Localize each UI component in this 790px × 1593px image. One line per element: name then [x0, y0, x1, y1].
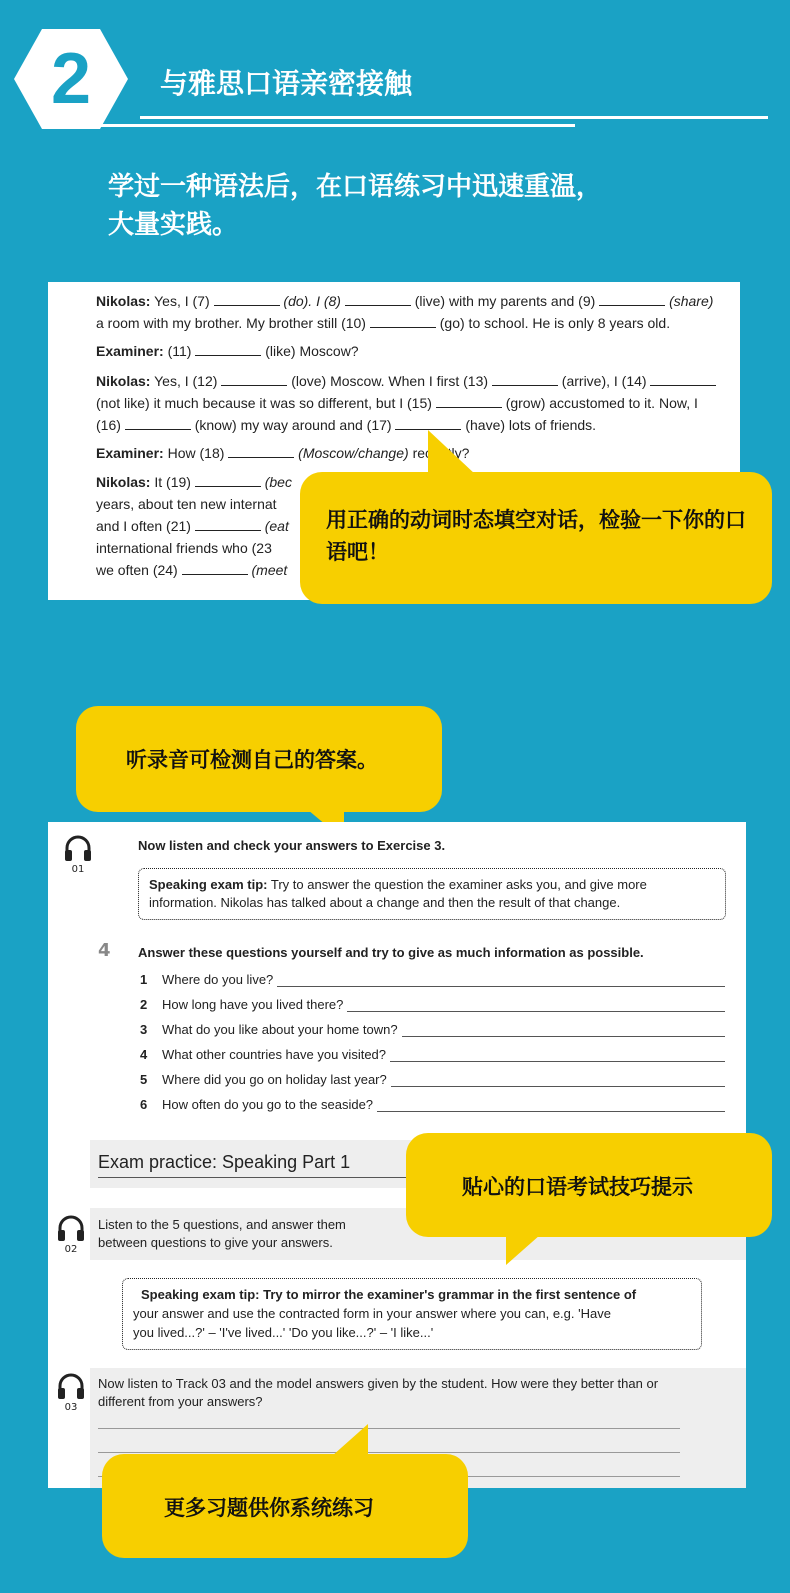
intro-text: 学过一种语法后，在口语练习中迅速重温， 大量实践。: [108, 172, 603, 240]
question-row: 5 Where did you go on holiday last year?: [140, 1072, 725, 1092]
section-number: 2: [50, 39, 92, 119]
exercise-number: 4: [98, 940, 111, 961]
answer-line: [98, 1428, 680, 1429]
track-number: 02: [64, 1244, 78, 1255]
dialogue-line: (not like) it much because it was so different, but I (15) (grow) accustomed to it. Now, I: [96, 395, 698, 411]
dialogue-line: and I often (21) (eat: [96, 518, 289, 534]
callout-listen-check: 听录音可检测自己的答案。: [76, 706, 442, 812]
listen-instruction: Now listen and check your answers to Exercise 3.: [138, 838, 446, 853]
divider-line: [140, 116, 768, 119]
callout-fill-in-dialogue: 用正确的动词时态填空对话，检验一下你的口语吧！: [300, 472, 772, 604]
callout-exam-tip: 贴心的口语考试技巧提示: [406, 1133, 772, 1237]
question-row: 1 Where do you live?: [140, 972, 725, 992]
exam-instruction-box: Listen to the 5 questions, and answer them between questions to give your answers.: [90, 1208, 746, 1260]
callout-more-exercises: 更多习题供你系统练习: [102, 1454, 468, 1558]
question-row: 6 How often do you go to the seaside?: [140, 1097, 725, 1117]
bubble-tail: [332, 1424, 368, 1456]
track-number: 01: [71, 864, 85, 875]
question-row: 3 What do you like about your home town?: [140, 1022, 725, 1042]
dialogue-line: Examiner: (11) (like) Moscow?: [96, 343, 359, 359]
exercise-instruction: Answer these questions yourself and try to give as much information as possible.: [138, 945, 644, 960]
answer-line: [98, 1452, 680, 1453]
dialogue-line: Examiner: How (18) (Moscow/change) recently?: [96, 445, 470, 461]
dialogue-line: international friends who (23: [96, 540, 272, 556]
track-number: 03: [64, 1402, 78, 1413]
dialogue-line: a room with my brother. My brother still (10) (go) to school. He is only 8 years old.: [96, 315, 671, 331]
question-row: 4 What other countries have you visited?: [140, 1047, 725, 1067]
question-row: 2 How long have you lived there?: [140, 997, 725, 1017]
headphones-icon: [56, 1214, 86, 1242]
dialogue-line: (16) (know) my way around and (17) (have) lots of friends.: [96, 417, 597, 433]
dialogue-line: years, about ten new internat: [96, 496, 277, 512]
dialogue-line: Nikolas: Yes, I (12) (love) Moscow. When I first (13) (arrive), I (14): [96, 370, 728, 392]
speaking-tip-box: Speaking exam tip: Try to mirror the examiner's grammar in the first sentence of your answer and use the contracted form in your answer where you can, e.g. 'Have you lived...?' – 'I've lived...' 'Do you like...?' – 'I like...': [122, 1278, 702, 1350]
bubble-tail: [506, 1235, 540, 1265]
dialogue-line: Nikolas: Yes, I (7) (do). I (8) (live) with my parents and (9) (share): [96, 293, 714, 309]
track03-box: Now listen to Track 03 and the model answers given by the student. How were they better than or different from your answers?: [90, 1368, 746, 1488]
speaking-tip-box: Speaking exam tip: Try to answer the question the examiner asks you, and give more information. Nikolas has talked about a change and then the result of that change.: [138, 868, 726, 920]
headphones-icon: [63, 834, 93, 862]
dialogue-line: Nikolas: It (19) (bec: [96, 474, 292, 490]
exam-practice-header: Exam practice: Speaking Part 1: [90, 1140, 746, 1188]
bubble-tail: [428, 430, 476, 475]
headphones-icon: [56, 1372, 86, 1400]
divider-line: [100, 124, 575, 127]
section-title: 与雅思口语亲密接触: [160, 67, 413, 100]
dialogue-line: we often (24) (meet: [96, 562, 288, 578]
